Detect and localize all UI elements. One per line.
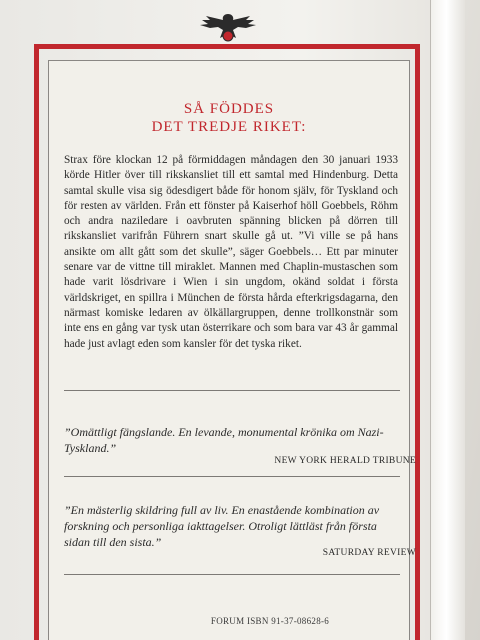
book-spine: [430, 0, 465, 640]
review-source-1: NEW YORK HERALD TRIBUNE: [274, 456, 416, 466]
synopsis-text: Strax före klockan 12 på förmiddagen måndagen den 30 januari 1933 körde Hitler över till rikskansliet till ett samtal med Hindenburg. Detta samtal skulle visa sig ödesdigert både för honom själv, för Tyskland och för resten av världen. Från ett fönster på Kaiserhof höll Goebbels, Röhm och andra naziledare i oavbruten spänning blicken på dörren till rikskansliet varifrån Führern snart skulle gå ut. ”Vi ville se på hans ansikte om allt gått som det skulle”, säger Goebbels… Ett par minuter senare var de vittne till miraklet. Mannen med Chaplin-mustaschen som hade varit lösdrivare i Wien i sin ungdom, okänd soldat i första världskriget, en spillra i München de första hårda efterkrigsdagarna, den närmast komiske ledaren av ölkällargruppen, denne trollkonstnär som inte ens en gång var tysk utan österrikare och som bara var 43 år gammal hade just avlagt eden som kansler för det tyska riket.: [64, 154, 398, 350]
review-source-2: SATURDAY REVIEW: [322, 548, 416, 558]
cover-title: [48, 100, 410, 136]
isbn-text: FORUM ISBN 91-37-08628-6: [210, 616, 330, 626]
review-quote-1: ”Omättligt fängslande. En levande, monumental krönika om Nazi-Tyskland.”: [64, 425, 384, 455]
divider-rule-2: [64, 476, 400, 477]
title-line-1: SÅ FÖDDES: [183, 101, 275, 117]
title-line-2: DET TREDJE RIKET:: [151, 119, 307, 135]
eagle-emblem-icon: [196, 8, 260, 44]
review-quote-2: ”En mästerlig skildring full av liv. En enastående kombination av forskning och personliga iakttagelser. Otroligt lättläst från första sidan till den sista.”: [64, 503, 380, 549]
divider-rule-3: [64, 574, 400, 575]
divider-rule-1: [64, 390, 400, 391]
